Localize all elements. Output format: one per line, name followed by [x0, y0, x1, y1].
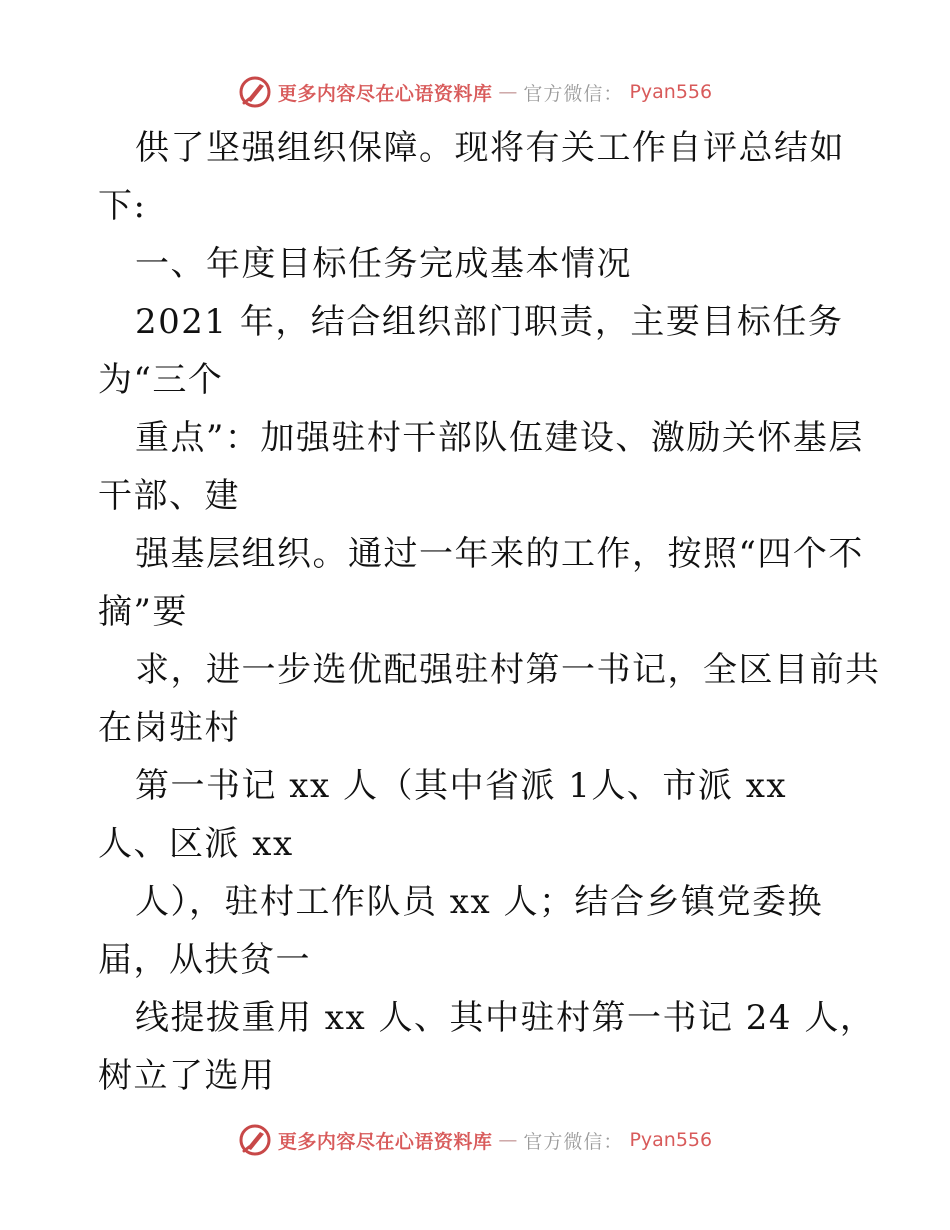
quill-logo-icon [238, 1123, 272, 1157]
banner-main-text: 更多内容尽在心语资料库 [277, 82, 493, 105]
body-line: 为“三个 [98, 360, 224, 400]
body-line: 2021 年，结合组织部门职责，主要目标任务 [135, 302, 844, 342]
body-line: 线提拔重用 xx 人、其中驻村第一书记 24 人， [135, 998, 876, 1038]
body-line: 在岗驻村 [98, 708, 240, 748]
body-line: 求，进一步选优配强驻村第一书记，全区目前共 [135, 650, 881, 690]
banner-wechat-id: Pyan556 [629, 1129, 713, 1151]
body-line: 干部、建 [98, 476, 240, 516]
banner-wechat-label: 官方微信： [523, 82, 624, 105]
body-line: 人、区派 xx [98, 824, 294, 864]
body-line: 强基层组织。通过一年来的工作，按照“四个不 [135, 534, 864, 574]
banner-wechat-label: 官方微信： [523, 1130, 624, 1153]
banner-dash: — [498, 81, 518, 103]
banner-wechat-id: Pyan556 [629, 81, 713, 103]
body-line: 人），驻村工作队员 xx 人；结合乡镇党委换 [135, 882, 823, 922]
body-line: 下: [98, 186, 147, 226]
body-line: 供了坚强组织保障。现将有关工作自评总结如 [135, 128, 845, 168]
body-line: 树立了选用 [98, 1056, 276, 1096]
header-watermark [0, 72, 950, 112]
body-line: 摘”要 [98, 592, 188, 632]
section-heading: 一、年度目标任务完成基本情况 [135, 244, 632, 284]
footer-watermark [0, 1120, 950, 1160]
banner-main-text: 更多内容尽在心语资料库 [277, 1130, 493, 1153]
banner-dash: — [498, 1129, 518, 1151]
quill-logo-icon [238, 75, 272, 109]
body-line: 第一书记 xx 人（其中省派 1人、市派 xx [135, 766, 788, 806]
body-line: 届，从扶贫一 [98, 940, 311, 980]
body-line: 重点”：加强驻村干部队伍建设、激励关怀基层 [135, 418, 864, 458]
